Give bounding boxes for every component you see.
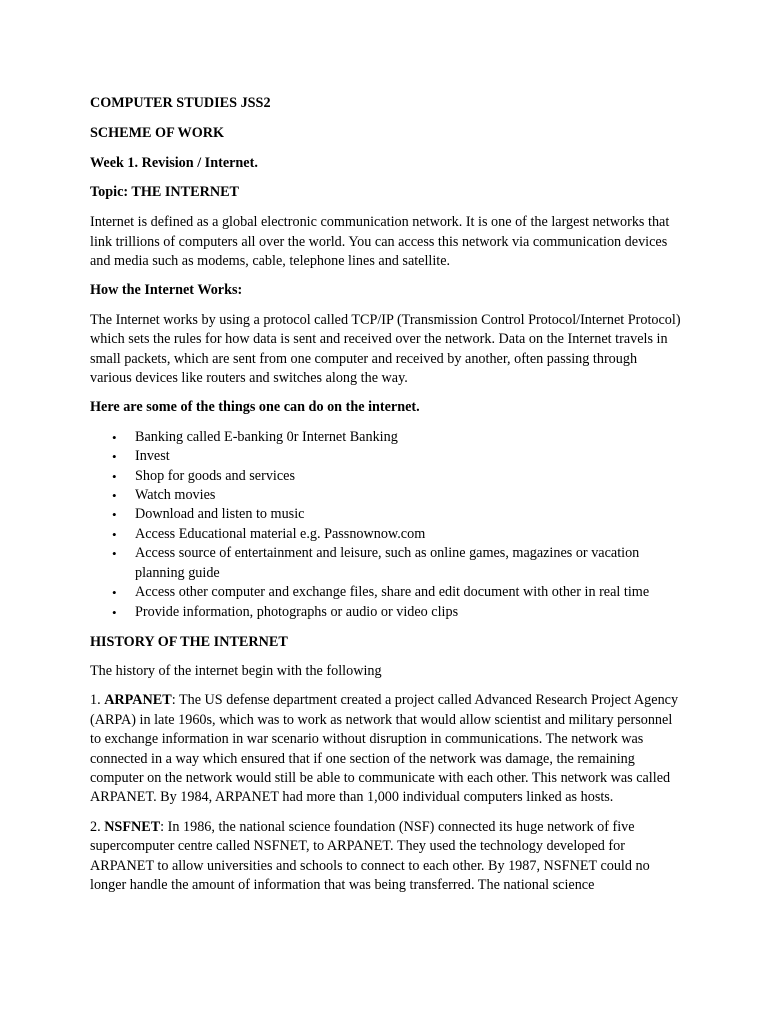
bullet-icon: • [112, 468, 117, 484]
things-heading: Here are some of the things one can do on the internet. [90, 399, 420, 416]
how-paragraph: The Internet works by using a protocol called TCP/IP (Transmission Control Protocol/Internet Protocol) which sets the rules for how data is sent and received over the network. Data on the Internet travels in small packets, which are sent from one computer and received by another, often passing through various devices like routers and switches along the way. [90, 311, 681, 387]
arpanet-text: : The US defense department created a project called Advanced Research Project Agency (ARPA) in late 1960s, which was to work as network that would allow scientist and military personnel to exchange information in war scenario without disruption in communications. The network was connected in a way which ensured that if one section of the network was damage, the remaining computer on the network would still be able to communicate with each other. This network was called ARPANET. By 1984, ARPANET had more than 1,000 individual computers linked as hosts. [90, 692, 679, 806]
list-item [90, 447, 682, 466]
list-item-text: Invest [135, 448, 170, 465]
list-item [90, 428, 682, 447]
list-item [90, 583, 682, 602]
list-item-text: Download and listen to music [135, 506, 305, 523]
list-item [90, 486, 682, 505]
bullet-icon: • [112, 585, 117, 601]
course-title: COMPUTER STUDIES JSS2 [90, 95, 271, 111]
week-heading: Week 1. Revision / Internet. [90, 154, 258, 171]
list-item-text: Shop for goods and services [135, 467, 295, 484]
bullet-icon: • [112, 488, 117, 504]
history-heading: HISTORY OF THE INTERNET [90, 633, 288, 650]
arpanet-term: ARPANET [104, 692, 172, 709]
bullet-icon: • [112, 507, 117, 523]
scheme-title: SCHEME OF WORK [90, 124, 225, 141]
bullet-icon: • [112, 449, 117, 465]
list-item [90, 467, 682, 486]
arpanet-number: 1. [90, 692, 105, 709]
bullet-icon: • [112, 546, 117, 562]
document-body [90, 94, 682, 905]
list-item-text: Watch movies [135, 487, 216, 504]
arpanet-paragraph [90, 691, 682, 807]
list-item [90, 544, 682, 583]
bullet-icon: • [112, 526, 117, 542]
things-list [90, 428, 682, 622]
history-intro: The history of the internet begin with the following [90, 662, 382, 679]
topic-heading: Topic: THE INTERNET [90, 184, 240, 201]
how-heading: How the Internet Works: [90, 282, 243, 299]
list-item-text: Provide information, photographs or audio or video clips [135, 603, 459, 620]
list-item [90, 603, 682, 622]
list-item-text: Access source of entertainment and leisure, such as online games, magazines or vacation planning guide [135, 545, 640, 581]
nsfnet-text: : In 1986, the national science foundation (NSF) connected its huge network of five supercomputer centre called NSFNET, to ARPANET. They used the technology developed for ARPANET to allow universities and schools to connect to each other. By 1987, NSFNET could no longer handle the amount of information that was being transferred. The national science [90, 818, 650, 893]
nsfnet-paragraph [90, 818, 682, 896]
bullet-icon: • [112, 604, 117, 620]
list-item-text: Access Educational material e.g. Passnownow.com [135, 525, 426, 542]
list-item [90, 525, 682, 544]
bullet-icon: • [112, 429, 117, 445]
nsfnet-term: NSFNET [104, 818, 161, 835]
list-item [90, 505, 682, 524]
list-item-text: Access other computer and exchange files, share and edit document with other in real time [135, 584, 650, 601]
list-item-text: Banking called E-banking 0r Internet Banking [135, 428, 398, 445]
intro-paragraph: Internet is defined as a global electronic communication network. It is one of the largest networks that link trillions of computers all over the world. You can access this network via communication devices and media such as modems, cable, telephone lines and satellite. [90, 214, 670, 269]
nsfnet-number: 2. [90, 818, 105, 835]
